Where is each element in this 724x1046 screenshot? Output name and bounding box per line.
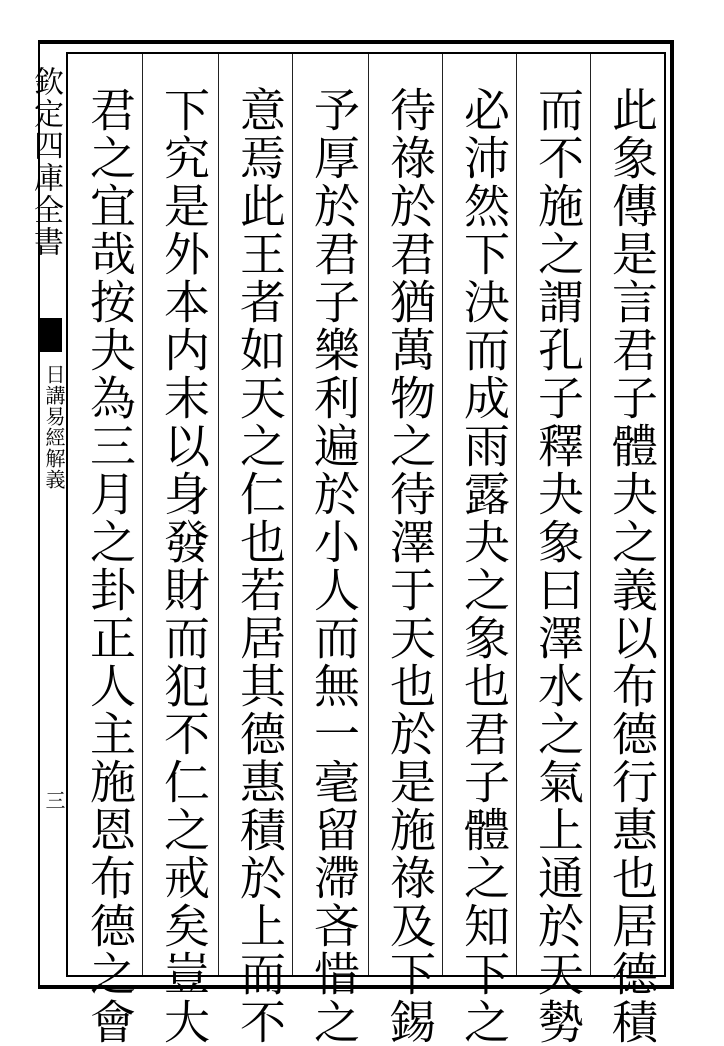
text-column-7: 下究是外本内末以身發財而犯不仁之戒矣豈大 xyxy=(157,86,211,1046)
inner-frame-right xyxy=(664,52,666,977)
text-column-6: 意焉此王者如天之仁也若居其德惠積於上而不 xyxy=(233,86,287,1046)
fish-tail-line xyxy=(40,350,62,352)
page-number: 三 xyxy=(42,790,66,810)
fish-tail-mark xyxy=(40,318,62,350)
column-divider xyxy=(368,54,369,975)
column-divider xyxy=(142,54,143,975)
inner-frame-left xyxy=(66,52,68,977)
collection-title: 欽定四庫全書 xyxy=(28,66,63,258)
column-divider xyxy=(292,54,293,975)
book-title: 日講易經解義 xyxy=(42,364,66,490)
outer-frame-right xyxy=(670,40,674,989)
column-divider xyxy=(218,54,219,975)
column-divider xyxy=(516,54,517,975)
outer-frame-top xyxy=(38,40,674,44)
inner-frame-top xyxy=(66,52,666,54)
column-divider xyxy=(590,54,591,975)
text-column-1: 此象傳是言君子體夬之義以布德行惠也居德積 xyxy=(605,86,659,1046)
text-column-3: 必沛然下決而成雨露夬之象也君子體之知下之 xyxy=(457,86,511,1046)
text-column-4: 待祿於君猶萬物之待澤于天也於是施祿及下錫 xyxy=(383,86,437,1046)
text-column-8: 君之宜哉按夬為三月之卦正人主施恩布德之會 xyxy=(83,86,137,1046)
text-column-2: 而不施之謂孔子釋夬象曰澤水之氣上通於天勢 xyxy=(531,86,585,1046)
text-column-5: 予厚於君子樂利遍於小人而無一毫留滯吝惜之 xyxy=(307,86,361,1046)
column-divider xyxy=(442,54,443,975)
